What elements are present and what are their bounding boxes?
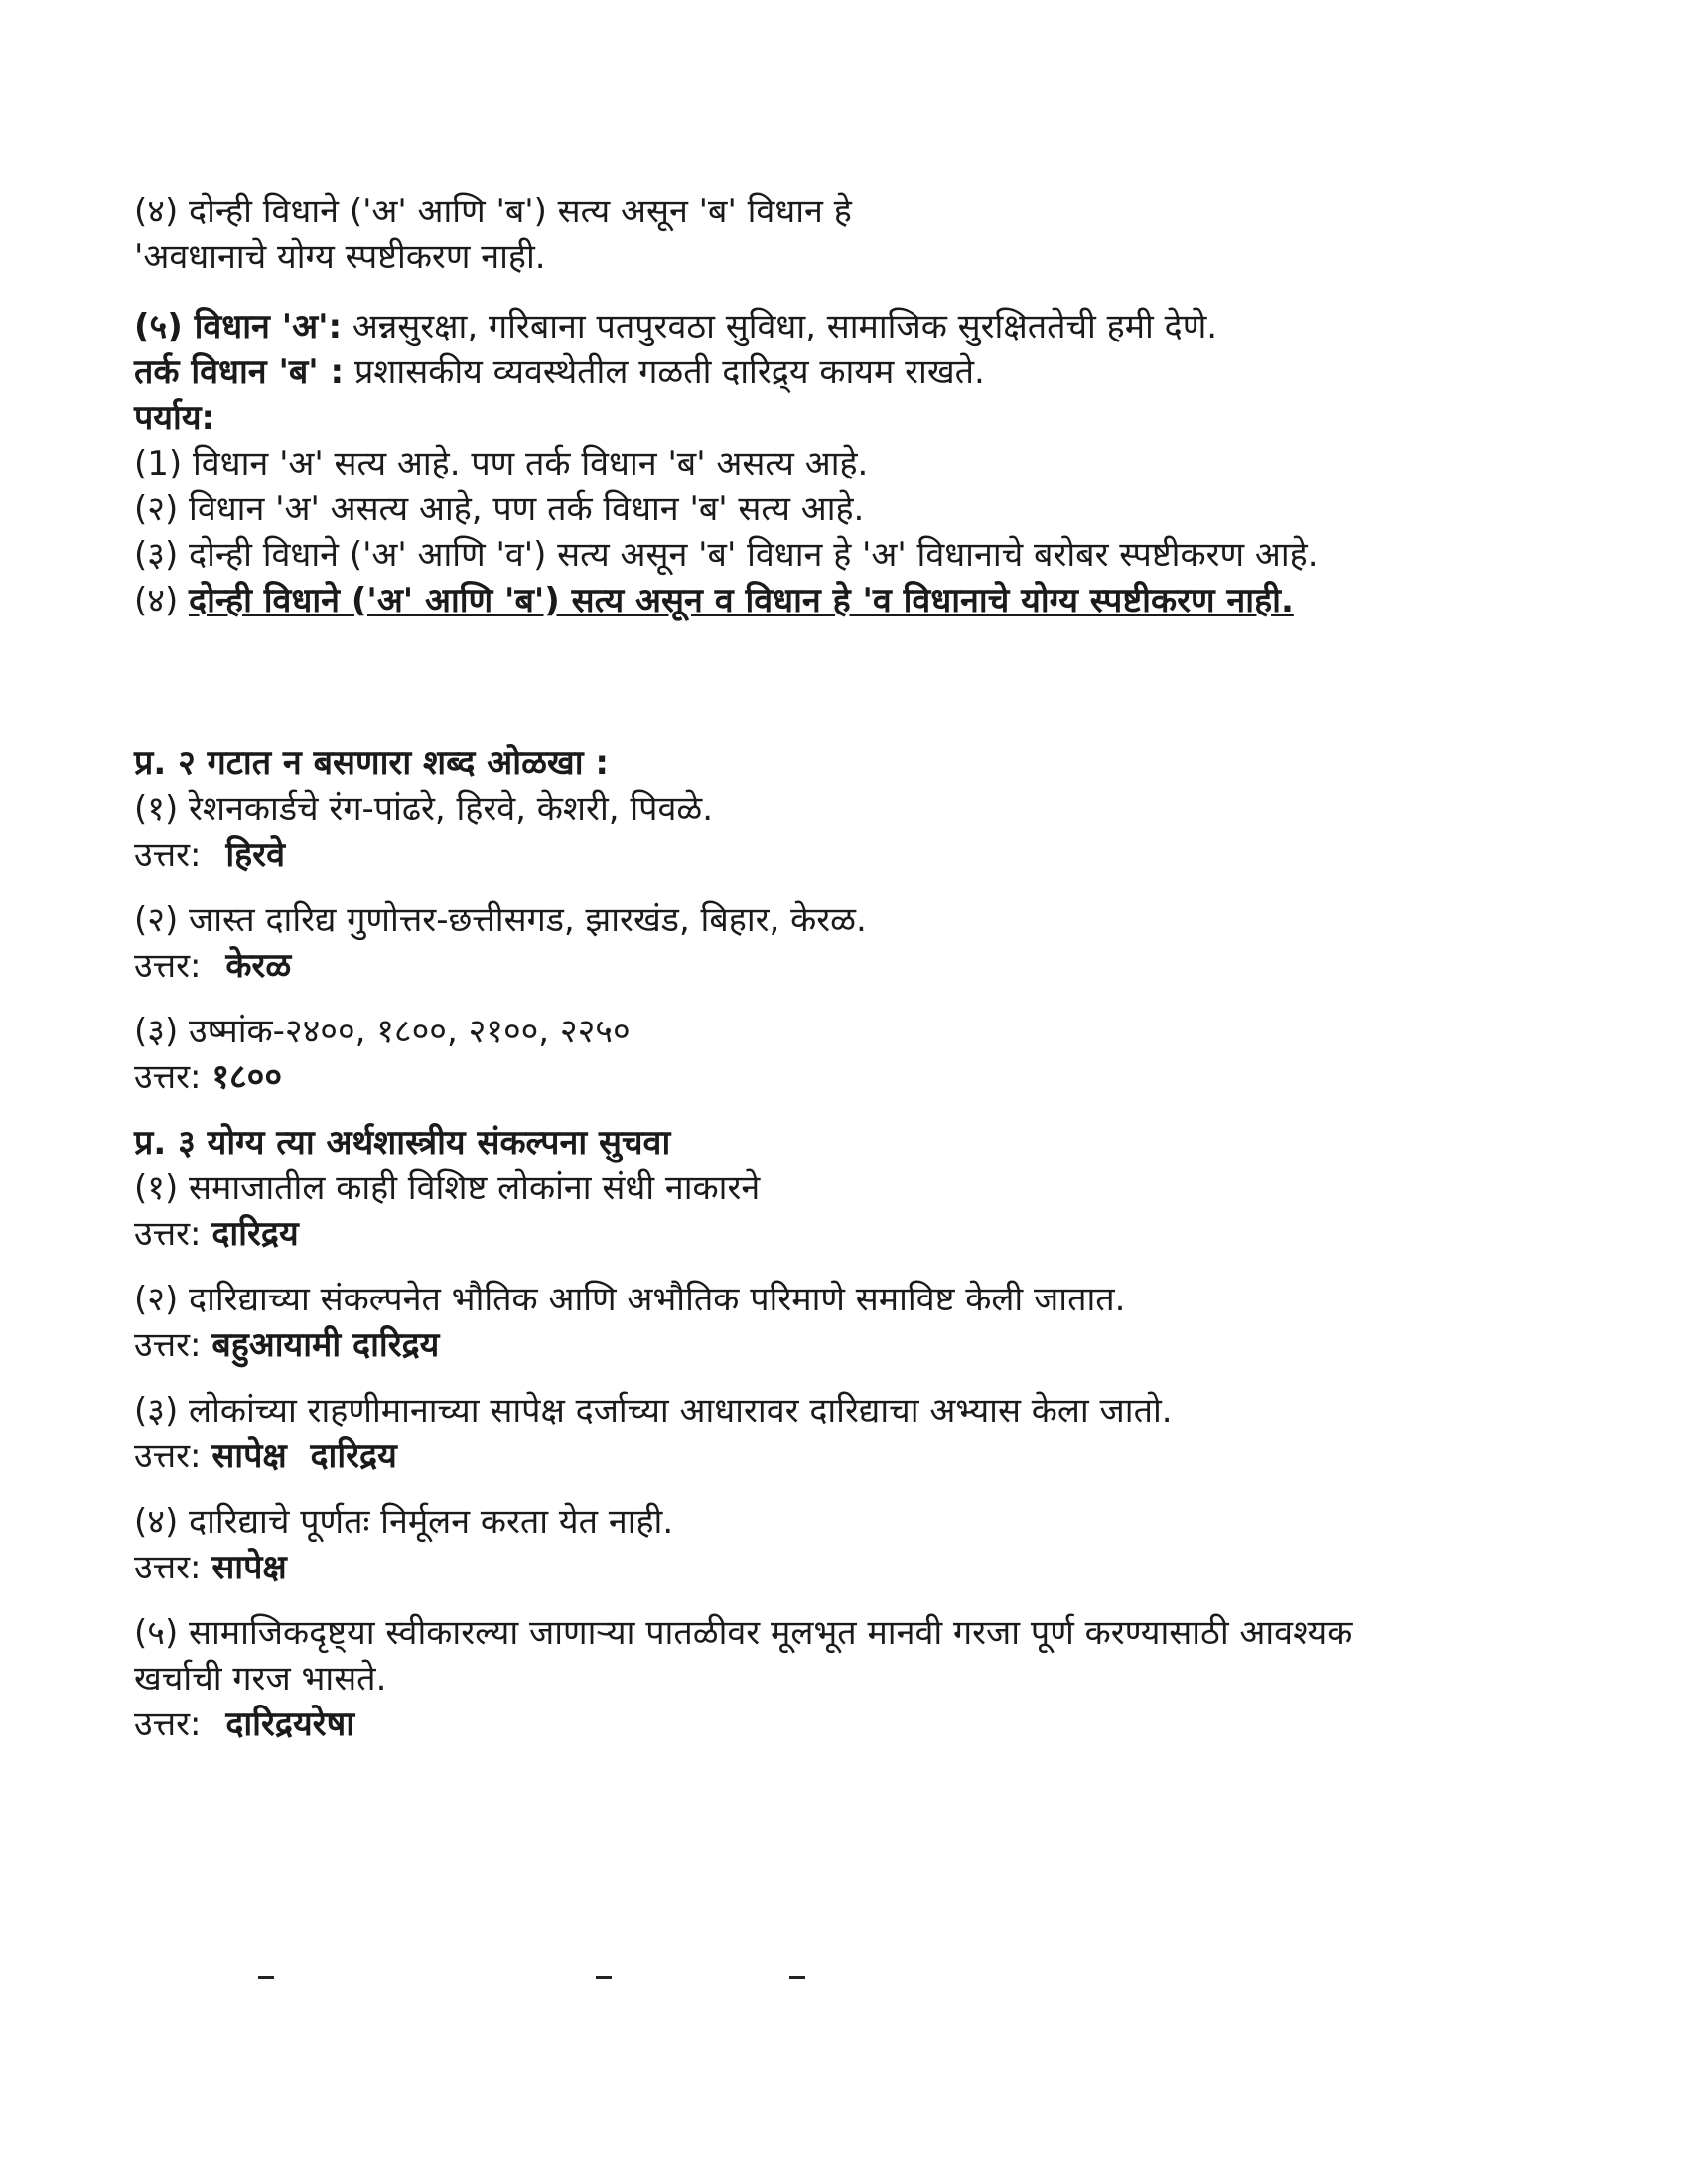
q3-question-1: (१) समाजातील काही विशिष्ट लोकांना संधी नाकारने bbox=[134, 1168, 761, 1208]
answer-value: दारिद्रयरेषा bbox=[225, 1705, 355, 1744]
q3-answer-3 bbox=[134, 1433, 1584, 1479]
cut-off-text-fragment bbox=[228, 1976, 923, 1985]
q2-question-3: (३) उष्मांक-२४००, १८००, २१००, २२५० bbox=[134, 1012, 631, 1051]
option-1: (1) विधान 'अ' सत्य आहे. पण तर्क विधान 'ब' असत्य आहे. bbox=[134, 444, 869, 483]
q1-option4-line1: (४) दोन्ही विधाने ('अ' आणि 'ब') सत्य असून 'ब' विधान हे bbox=[134, 192, 852, 231]
option-4-answer: दोन्ही विधाने ('अ' आणि 'ब') सत्य असून व विधान हे 'व विधानाचे योग्य स्पष्टीकरण नाही. bbox=[189, 581, 1294, 620]
q3-question-2: (२) दारिद्याच्या संकल्पनेत भौतिक आणि अभौतिक परिमाणे समाविष्ट केली जातात. bbox=[134, 1280, 1126, 1319]
answer-label: उत्तर: bbox=[134, 1214, 202, 1254]
text-fragment-mark bbox=[596, 1976, 612, 1979]
q1-item5-statement bbox=[134, 304, 1584, 349]
q2-answer-1 bbox=[134, 832, 1584, 878]
answer-label: उत्तर: bbox=[134, 1548, 202, 1587]
answer-label: उत्तर: bbox=[134, 1705, 202, 1744]
text-fragment-mark bbox=[789, 1976, 805, 1979]
statement-text: अन्नसुरक्षा, गरिबाना पतपुरवठा सुविधा, सामाजिक सुरक्षिततेची हमी देणे. bbox=[342, 307, 1218, 346]
q1-item5-reason bbox=[134, 349, 1584, 395]
option-2: (२) विधान 'अ' असत्य आहे, पण तर्क विधान 'ब' सत्य आहे. bbox=[134, 489, 865, 529]
answer-label: उत्तर: bbox=[134, 1325, 202, 1365]
q2-question-2: (२) जास्त दारिद्य गुणोत्तर-छत्तीसगड, झारखंड, बिहार, केरळ. bbox=[134, 900, 867, 940]
answer-value: १८०० bbox=[211, 1057, 283, 1097]
q3-question-4: (४) दारिद्याचे पूर्णतः निर्मूलन करता येत नाही. bbox=[134, 1502, 674, 1542]
option-4-prefix: (४) bbox=[134, 581, 190, 620]
answer-value: केरळ bbox=[225, 946, 292, 986]
options-label: पर्याय: bbox=[134, 398, 215, 438]
q3-answer-2 bbox=[134, 1322, 1584, 1368]
answer-label: उत्तर: bbox=[134, 946, 202, 986]
q2-answer-2 bbox=[134, 943, 1584, 989]
answer-value: हिरवे bbox=[225, 835, 285, 875]
answer-value: सापेक्ष bbox=[211, 1548, 287, 1587]
statement-label: (५) विधान 'अ': bbox=[134, 307, 343, 346]
text-fragment-mark bbox=[258, 1976, 274, 1979]
q2-question-1: (१) रेशनकार्डचे रंग-पांढरे, हिरवे, केशरी, पिवळे. bbox=[134, 789, 714, 829]
answer-value: दारिद्रय bbox=[211, 1214, 299, 1254]
q3-answer-5 bbox=[134, 1702, 1584, 1747]
q3-answer-1 bbox=[134, 1211, 1584, 1257]
reason-text: प्रशासकीय व्यवस्थेतील गळती दारिद्र्य कायम राखते. bbox=[344, 352, 985, 392]
answer-value: बहुआयामी दारिद्रय bbox=[211, 1325, 440, 1365]
reason-label: तर्क विधान 'ब' : bbox=[134, 352, 345, 392]
q2-answer-3 bbox=[134, 1054, 1584, 1100]
q3-question-3: (३) लोकांच्या राहणीमानाच्या सापेक्ष दर्जाच्या आधारावर दारिद्याचा अभ्यास केला जातो. bbox=[134, 1391, 1173, 1431]
option-4-correct bbox=[134, 578, 1584, 623]
q3-question-5-cont: खर्चाची गरज भासते. bbox=[134, 1659, 387, 1699]
answer-label: उत्तर: bbox=[134, 1436, 202, 1476]
document-page bbox=[134, 189, 1584, 1747]
q3-heading: प्र. ३ योग्य त्या अर्थशास्त्रीय संकल्पना सुचवा bbox=[134, 1123, 671, 1162]
answer-label: उत्तर: bbox=[134, 1057, 202, 1097]
q2-heading: प्र. २ गटात न बसणारा शब्द ओळखा : bbox=[134, 744, 609, 783]
q3-question-5: (५) सामाजिकदृष्ट्या स्वीकारल्या जाणाऱ्या पातळीवर मूलभूत मानवी गरजा पूर्ण करण्यासाठी आवश्यक bbox=[134, 1613, 1353, 1653]
answer-value: सापेक्ष दारिद्रय bbox=[211, 1436, 397, 1476]
option-3: (३) दोन्ही विधाने ('अ' आणि 'व') सत्य असून 'ब' विधान हे 'अ' विधानाचे बरोबर स्पष्टीकरण आहे. bbox=[134, 535, 1319, 575]
answer-label: उत्तर: bbox=[134, 835, 202, 875]
q1-option4-line2: 'अवधानाचे योग्य स्पष्टीकरण नाही. bbox=[134, 237, 546, 277]
q3-answer-4 bbox=[134, 1545, 1584, 1590]
